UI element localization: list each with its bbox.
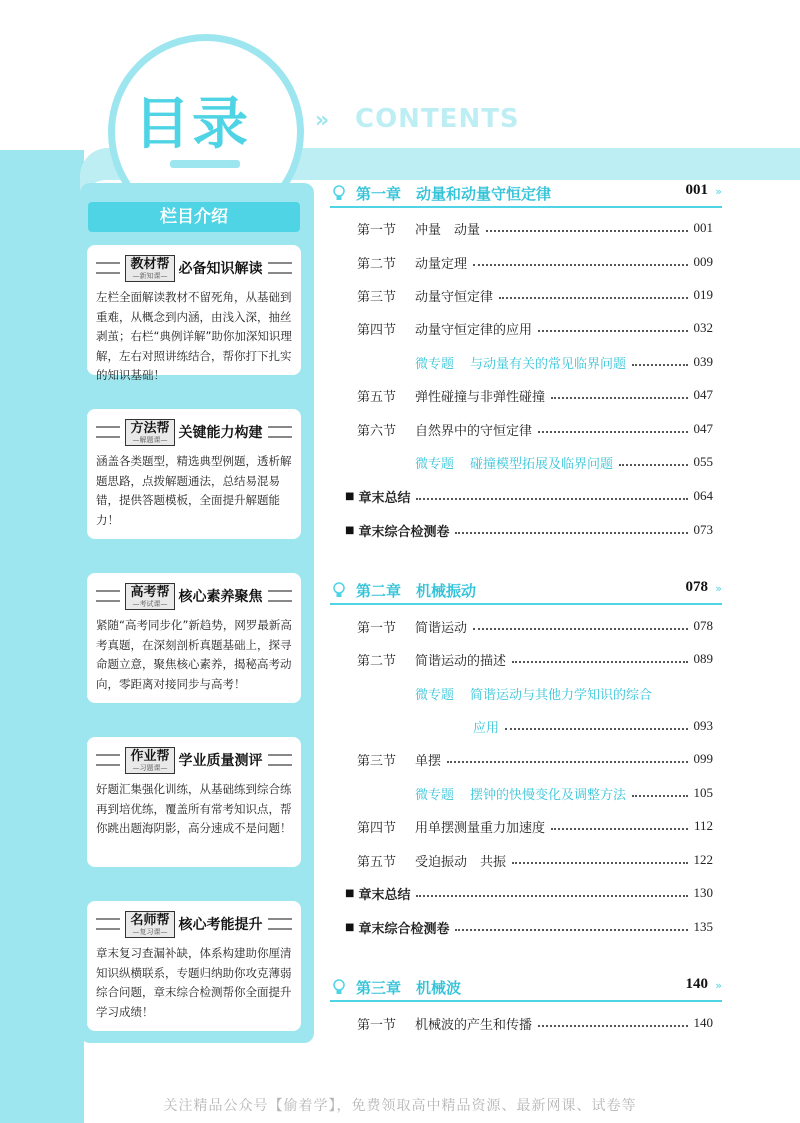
column-card bbox=[87, 245, 301, 382]
toc-micro-entry[interactable]: 微专题 摆钟的快慢变化及调整方法 105 bbox=[415, 785, 713, 803]
chapter-page: 001 bbox=[685, 182, 708, 198]
toc-entry[interactable]: 第三节 动量守恒定律 019 bbox=[357, 287, 713, 305]
toc-entry[interactable]: 第一节 简谐运动 078 bbox=[357, 618, 713, 636]
toc-entry[interactable]: 第四节 动量守恒定律的应用 032 bbox=[357, 320, 713, 338]
toc-summary-entry[interactable]: ■ 章末总结 130 bbox=[345, 885, 713, 903]
decor-lines bbox=[96, 262, 120, 274]
chapter-page: 078 bbox=[685, 579, 708, 595]
chapter-title: 第三章 机械波 bbox=[356, 979, 462, 997]
card-body: 涵盖各类题型，精选典型例题，透析解题思路，点拨解题通法，总结易混易错，提供答题模板，全面提升解题能力！ bbox=[96, 454, 292, 527]
toc-entry[interactable]: 第二节 动量定理 009 bbox=[357, 254, 713, 272]
page-title: 目录 bbox=[134, 92, 250, 157]
decor-lines bbox=[96, 426, 120, 438]
decor-lines bbox=[96, 590, 120, 602]
decor-lines bbox=[268, 590, 292, 602]
square-bullet-icon: ■ bbox=[345, 887, 355, 899]
toc-entry[interactable]: 第三节 单摆 099 bbox=[357, 751, 713, 769]
decor-lines bbox=[268, 262, 292, 274]
column-badge: 作业帮 —习题课— bbox=[125, 747, 174, 774]
lightbulb-icon bbox=[332, 184, 346, 202]
decor-lines bbox=[268, 918, 292, 930]
toc-summary-entry[interactable]: ■ 章末总结 064 bbox=[345, 488, 713, 506]
toc-entry[interactable]: 第一节 机械波的产生和传播 140 bbox=[357, 1015, 713, 1033]
toc-micro-entry[interactable]: 微专题 与动量有关的常见临界问题 039 bbox=[415, 354, 713, 372]
column-card bbox=[87, 573, 301, 703]
card-subtitle: 必备知识解读 bbox=[178, 261, 263, 277]
chapter-heading[interactable] bbox=[330, 180, 722, 208]
column-card bbox=[87, 737, 301, 867]
decor-lines bbox=[96, 754, 120, 766]
chapter-title: 第一章 动量和动量守恒定律 bbox=[356, 185, 552, 203]
card-body: 章末复习查漏补缺，体系构建助你厘清知识纵横联系，专题归纳助你攻克薄弱综合问题，章末综合检测帮你全面提升学习成绩！ bbox=[96, 946, 292, 1019]
decor-lines bbox=[268, 754, 292, 766]
toc-entry[interactable]: 第四节 用单摆测量重力加速度 112 bbox=[357, 818, 713, 836]
double-chevron-icon: » bbox=[715, 979, 722, 992]
chapter-underline bbox=[330, 603, 722, 605]
card-body: 好题汇集强化训练，从基础练到综合练再到培优练，覆盖所有常考知识点，帮你跳出题海阴影，高分速成不是问题！ bbox=[96, 782, 292, 835]
left-decor-strip bbox=[0, 150, 84, 1123]
toc-micro-entry-continued[interactable]: 应用 093 bbox=[473, 718, 713, 736]
column-card bbox=[87, 409, 301, 539]
chapter-underline bbox=[330, 206, 722, 208]
column-badge: 教材帮 —新知课— bbox=[125, 255, 174, 282]
column-badge: 方法帮 —解题课— bbox=[125, 419, 174, 446]
column-card bbox=[87, 901, 301, 1031]
square-bullet-icon: ■ bbox=[345, 921, 355, 933]
card-subtitle: 关键能力构建 bbox=[178, 425, 263, 441]
toc-summary-entry[interactable]: ■ 章末综合检测卷 135 bbox=[345, 919, 713, 937]
decor-lines bbox=[268, 426, 292, 438]
sidebar-title: 栏目介绍 bbox=[88, 202, 300, 232]
toc-entry[interactable]: 第五节 弹性碰撞与非弹性碰撞 047 bbox=[357, 387, 713, 405]
card-subtitle: 学业质量测评 bbox=[178, 753, 263, 769]
chapter-title: 第二章 机械振动 bbox=[356, 582, 477, 600]
toc-entry[interactable]: 第六节 自然界中的守恒定律 047 bbox=[357, 421, 713, 439]
card-body: 左栏全面解读教材不留死角，从基础到重难，从概念到内涵，由浅入深，抽丝剥茧；右栏“典例详解”助你加深知识理解，左右对照讲练结合，帮你打下扎实的知识基础！ bbox=[96, 290, 292, 382]
chapter-heading[interactable] bbox=[330, 577, 722, 605]
toc-summary-entry[interactable]: ■ 章末综合检测卷 073 bbox=[345, 522, 713, 540]
lightbulb-icon bbox=[332, 978, 346, 996]
toc-micro-entry[interactable]: 微专题 碰撞模型拓展及临界问题 055 bbox=[415, 454, 713, 472]
card-subtitle: 核心素养聚焦 bbox=[178, 589, 263, 605]
square-bullet-icon: ■ bbox=[345, 524, 355, 536]
double-chevron-icon: » bbox=[715, 185, 722, 198]
chapter-underline bbox=[330, 1000, 722, 1002]
decor-lines bbox=[96, 918, 120, 930]
lightbulb-icon bbox=[332, 581, 346, 599]
contents-heading: CONTENTS bbox=[355, 104, 520, 134]
card-body: 紧随“高考同步化”新趋势，网罗最新高考真题，在深刻剖析真题基础上，探寻命题立意，聚焦核心素养，揭秘高考动向，零距离对接同步与高考！ bbox=[96, 618, 292, 691]
chapter-heading[interactable] bbox=[330, 974, 722, 1002]
chapter-page: 140 bbox=[685, 976, 708, 992]
card-subtitle: 核心考能提升 bbox=[178, 917, 263, 933]
column-badge: 高考帮 —考试课— bbox=[125, 583, 174, 610]
square-bullet-icon: ■ bbox=[345, 490, 355, 502]
double-chevron-icon: » bbox=[715, 582, 722, 595]
lightbulb-bar bbox=[170, 160, 240, 168]
toc-entry[interactable]: 第二节 简谐运动的描述 089 bbox=[357, 651, 713, 669]
toc-entry[interactable]: 第五节 受迫振动 共振 122 bbox=[357, 852, 713, 870]
double-chevron-icon: » bbox=[315, 108, 330, 133]
toc-entry[interactable]: 第一节 冲量 动量 001 bbox=[357, 220, 713, 238]
toc-micro-entry[interactable]: 微专题 简谐运动与其他力学知识的综合 bbox=[415, 687, 653, 703]
footer-watermark: 关注精品公众号【偷着学】，免费领取高中精品资源、最新网课、试卷等 bbox=[163, 1098, 637, 1114]
column-badge: 名师帮 —复习课— bbox=[125, 911, 174, 938]
